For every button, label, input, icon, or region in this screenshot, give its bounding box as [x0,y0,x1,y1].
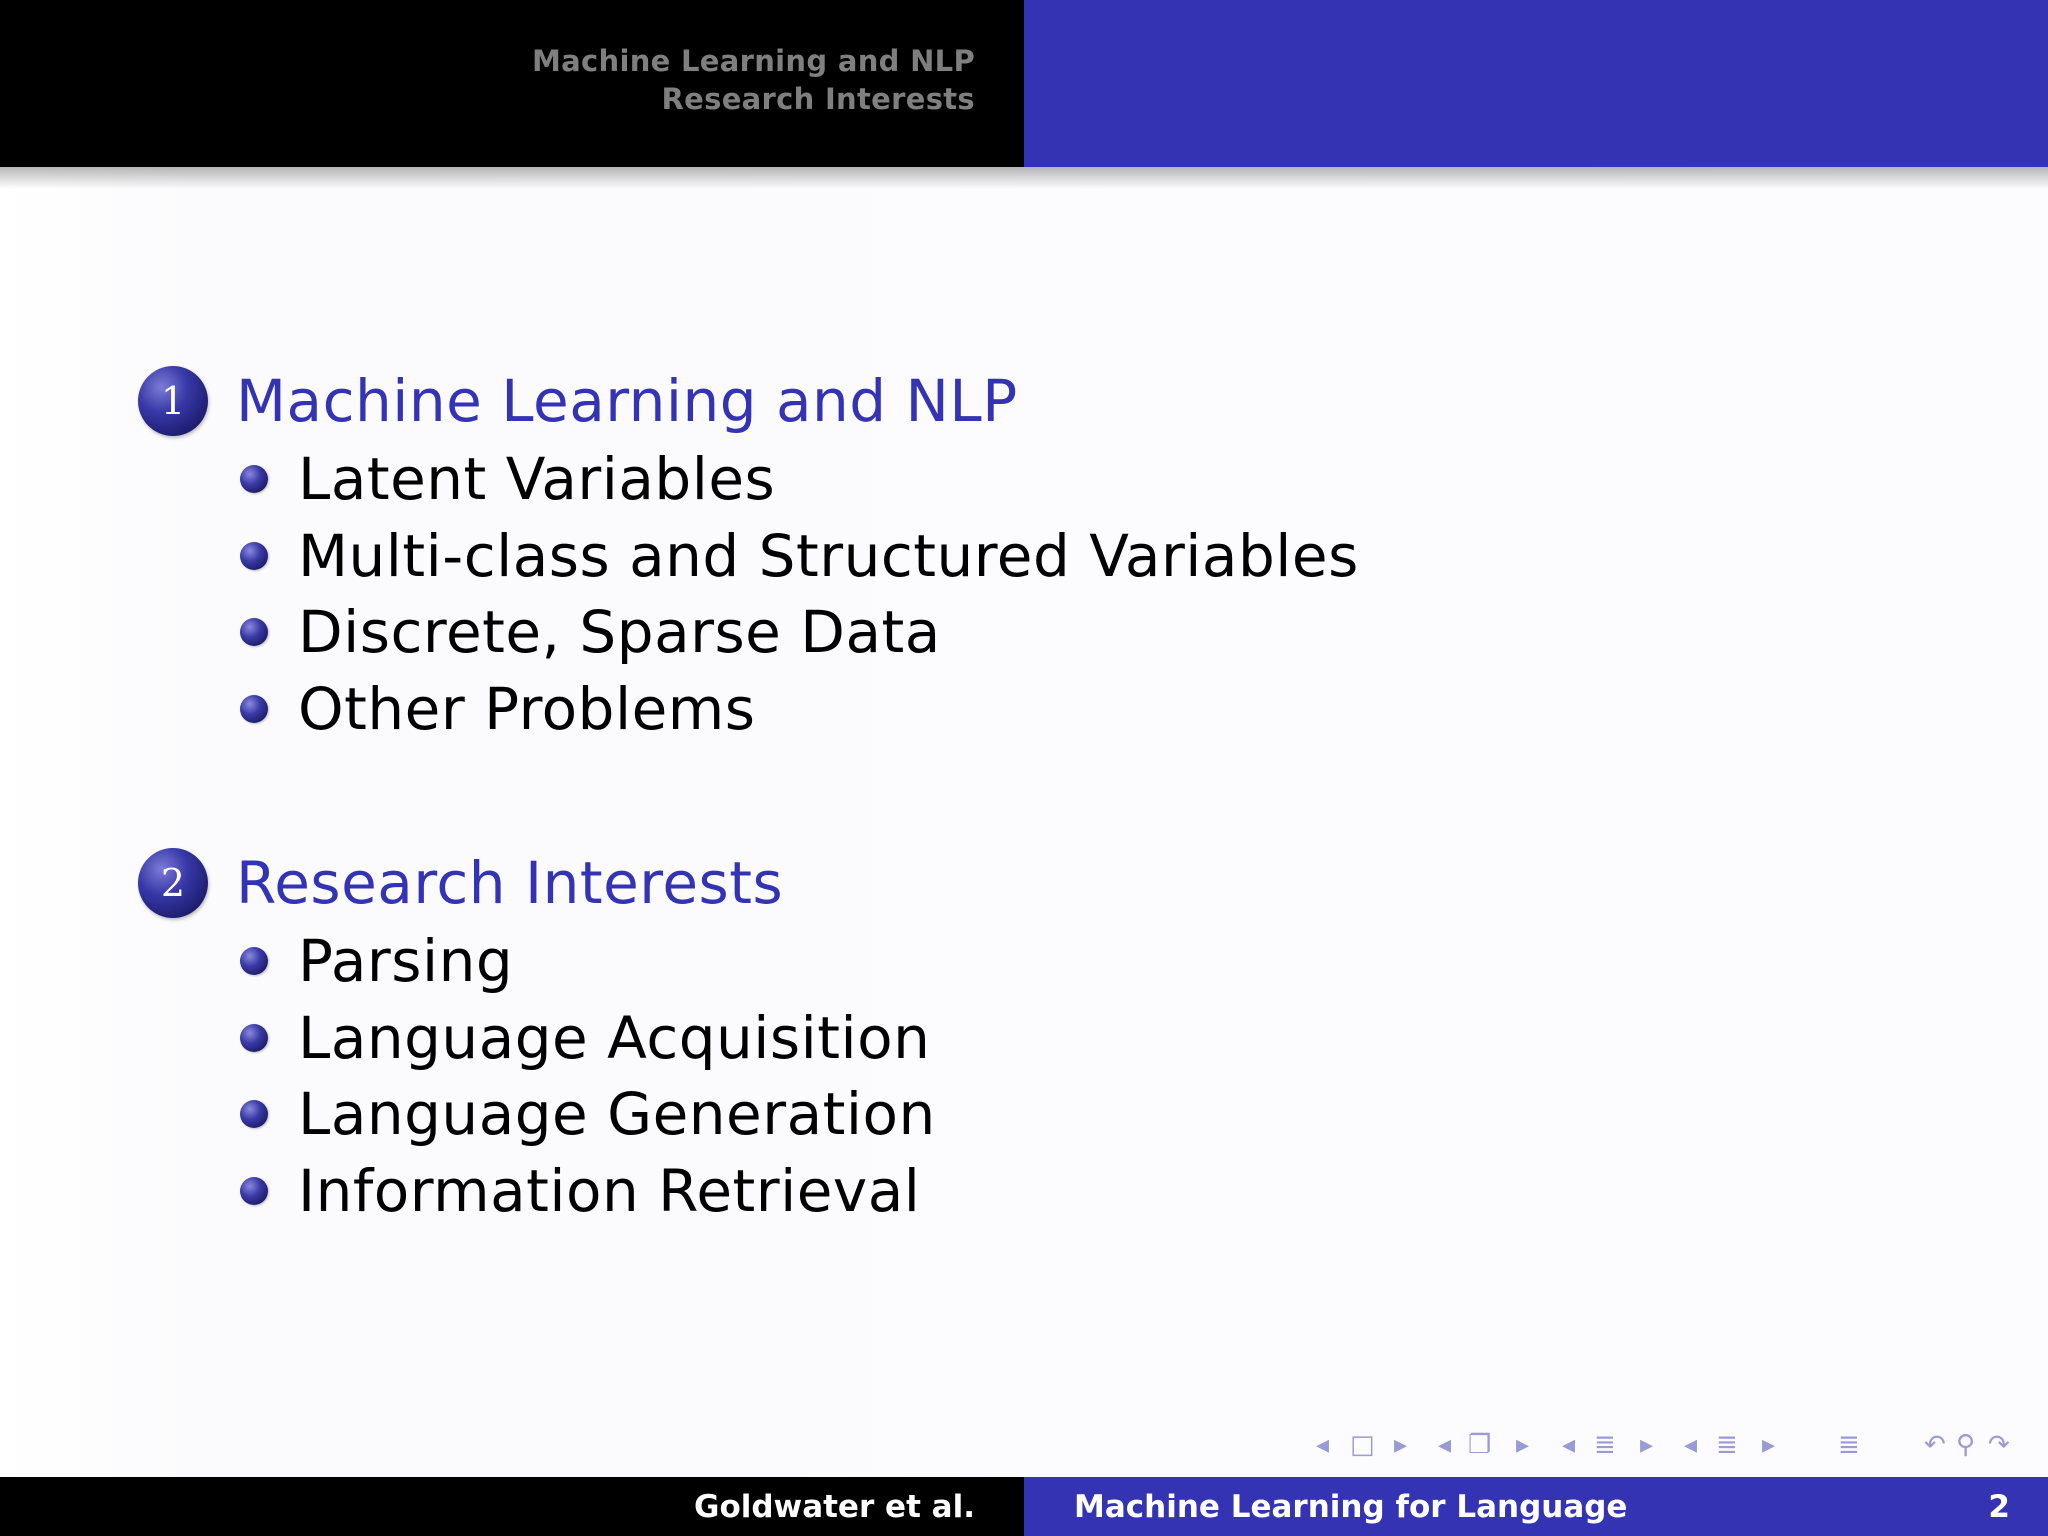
footer-author: Goldwater et al. [694,1489,975,1525]
bullet-icon [240,1024,268,1052]
prev-frame-arrow-icon[interactable]: ◂ [1316,1430,1330,1460]
next-frame-arrow-icon[interactable]: ▸ [1394,1430,1408,1460]
header-right-panel [1024,0,2048,167]
bullet-icon [240,1100,268,1128]
outline-item-label[interactable]: Latent Variables [298,445,776,513]
header-left-panel [0,0,1024,167]
outline-item[interactable] [240,522,1359,590]
outline-item[interactable] [240,1080,936,1148]
section-number-ball [138,366,208,436]
bullet-icon [240,465,268,493]
forward-icon[interactable]: ↷ [1988,1430,2010,1460]
outline-item[interactable] [240,1157,920,1225]
outline-item-label[interactable]: Discrete, Sparse Data [298,598,941,666]
outline-item[interactable] [240,1004,930,1072]
header-section-nav [532,42,975,118]
footer-left-panel [0,1477,1024,1536]
prev-slide-arrow-icon[interactable]: ◂ [1438,1430,1452,1460]
prev-section-arrow-icon[interactable]: ◂ [1684,1430,1698,1460]
frame-icon[interactable]: □ [1350,1430,1375,1460]
outline-item[interactable] [240,445,775,513]
outline-item-label[interactable]: Language Acquisition [298,1004,931,1072]
footer-bar [0,1477,2048,1536]
header-nav-section-1[interactable]: Machine Learning and NLP [532,44,975,78]
header-shadow [0,167,2048,189]
page-number: 2 [1988,1489,2010,1525]
outline-section-1[interactable] [138,366,1018,436]
outline-item[interactable] [240,927,513,995]
prev-subsection-arrow-icon[interactable]: ◂ [1562,1430,1576,1460]
header-bar [0,0,2048,167]
search-icon[interactable]: ⚲ [1956,1430,1976,1460]
outline-item[interactable] [240,598,941,666]
next-section-arrow-icon[interactable]: ▸ [1762,1430,1776,1460]
bullet-icon [240,695,268,723]
header-nav-section-2[interactable]: Research Interests [661,82,975,116]
outline-item-label[interactable]: Information Retrieval [298,1157,921,1225]
outline-item[interactable] [240,675,755,743]
bullet-icon [240,947,268,975]
bullet-icon [240,618,268,646]
section-icon[interactable]: ≣ [1716,1430,1738,1460]
section-number-ball [138,848,208,918]
subsection-icon[interactable]: ≣ [1594,1430,1616,1460]
next-subsection-arrow-icon[interactable]: ▸ [1640,1430,1654,1460]
bullet-icon [240,542,268,570]
outline-item-label[interactable]: Multi-class and Structured Variables [298,522,1359,590]
outline-item-label[interactable]: Language Generation [298,1080,936,1148]
document-icon[interactable]: ≣ [1838,1430,1860,1460]
slide-stack-icon[interactable]: ❐ [1468,1430,1492,1460]
back-icon[interactable]: ↶ [1924,1430,1946,1460]
footer-title: Machine Learning for Language [1074,1489,1628,1525]
outline-item-label[interactable]: Other Problems [298,675,756,743]
outline-section-2[interactable] [138,848,783,918]
section-title[interactable]: Machine Learning and NLP [236,367,1018,435]
outline-item-label[interactable]: Parsing [298,927,514,995]
next-slide-arrow-icon[interactable]: ▸ [1516,1430,1530,1460]
bullet-icon [240,1177,268,1205]
footer-right-panel [1024,1477,2048,1536]
section-number: 2 [160,861,186,905]
navigation-symbols [1310,1430,2040,1466]
section-title[interactable]: Research Interests [236,849,784,917]
section-number: 1 [160,379,186,423]
